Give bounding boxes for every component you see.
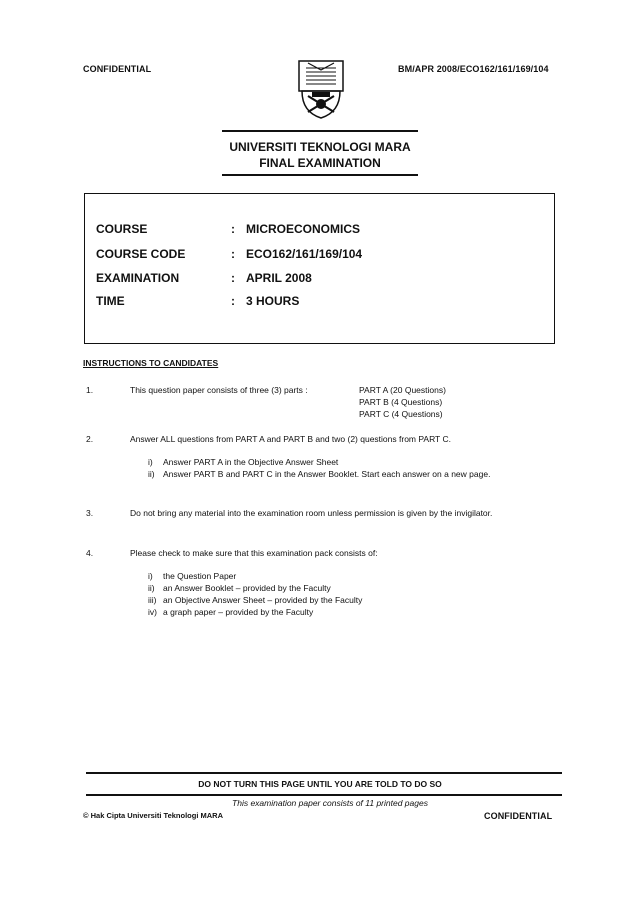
part-a-line: PART A (20 Questions) (359, 385, 446, 395)
instruction-4-text: Please check to make sure that this examination pack consists of: (130, 548, 378, 558)
instruction-4-sub-2-text: an Answer Booklet – provided by the Faculty (163, 583, 331, 593)
course-code-label: COURSE CODE (96, 247, 186, 261)
part-b-line: PART B (4 Questions) (359, 397, 443, 407)
instruction-4-number: 4. (86, 548, 94, 558)
header-code: BM/APR 2008/ECO162/161/169/104 (398, 64, 549, 74)
instruction-4-sub-2-number: ii) (148, 583, 155, 593)
instruction-1-number: 1. (86, 385, 94, 395)
page-count-note: This examination paper consists of 11 printed pages (232, 798, 428, 808)
instruction-2-text: Answer ALL questions from PART A and PART B and two (2) questions from PART C. (130, 434, 451, 444)
instruction-1-text: This question paper consists of three (3) parts : (130, 385, 308, 395)
course-code-value: ECO162/161/169/104 (246, 247, 363, 261)
course-info-box (84, 193, 555, 344)
footer-confidential: CONFIDENTIAL (484, 811, 553, 821)
do-not-turn-warning: DO NOT TURN THIS PAGE UNTIL YOU ARE TOLD TO DO SO (198, 779, 442, 789)
time-label: TIME (96, 294, 125, 308)
instruction-4-sub-4-text: a graph paper – provided by the Faculty (163, 607, 314, 617)
instruction-2-sub-1-number: i) (148, 457, 153, 467)
footer-bottom-rule (86, 794, 562, 796)
exam-title: FINAL EXAMINATION (259, 156, 381, 170)
instruction-4-sub-3-number: iii) (148, 595, 157, 605)
instruction-2-sub-2-number: ii) (148, 469, 155, 479)
course-sep: : (231, 222, 235, 236)
examination-label: EXAMINATION (96, 271, 180, 285)
footer-top-rule (86, 772, 562, 774)
instruction-4-sub-1-number: i) (148, 571, 153, 581)
header-confidential: CONFIDENTIAL (83, 64, 152, 74)
time-sep: : (231, 294, 235, 308)
examination-value: APRIL 2008 (246, 271, 312, 285)
instruction-2-number: 2. (86, 434, 94, 444)
title-top-rule (222, 130, 418, 132)
copyright-note: © Hak Cipta Universiti Teknologi MARA (83, 811, 223, 820)
university-crest-icon (298, 60, 344, 120)
course-code-sep: : (231, 247, 235, 261)
examination-sep: : (231, 271, 235, 285)
course-label: COURSE (96, 222, 148, 236)
part-c-line: PART C (4 Questions) (359, 409, 443, 419)
time-value: 3 HOURS (246, 294, 300, 308)
instructions-heading: INSTRUCTIONS TO CANDIDATES (83, 358, 219, 368)
course-value: MICROECONOMICS (246, 222, 360, 236)
instruction-2-sub-2-text: Answer PART B and PART C in the Answer Booklet. Start each answer on a new page. (163, 469, 491, 479)
instruction-4-sub-3-text: an Objective Answer Sheet – provided by the Faculty (163, 595, 363, 605)
university-name: UNIVERSITI TEKNOLOGI MARA (229, 140, 411, 154)
instruction-3-number: 3. (86, 508, 94, 518)
instruction-4-sub-4-number: iv) (148, 607, 157, 617)
instruction-3-text: Do not bring any material into the examination room unless permission is given by the invigilator. (130, 508, 493, 518)
instruction-2-sub-1-text: Answer PART A in the Objective Answer Sheet (163, 457, 339, 467)
title-bottom-rule (222, 174, 418, 176)
instruction-4-sub-1-text: the Question Paper (163, 571, 237, 581)
